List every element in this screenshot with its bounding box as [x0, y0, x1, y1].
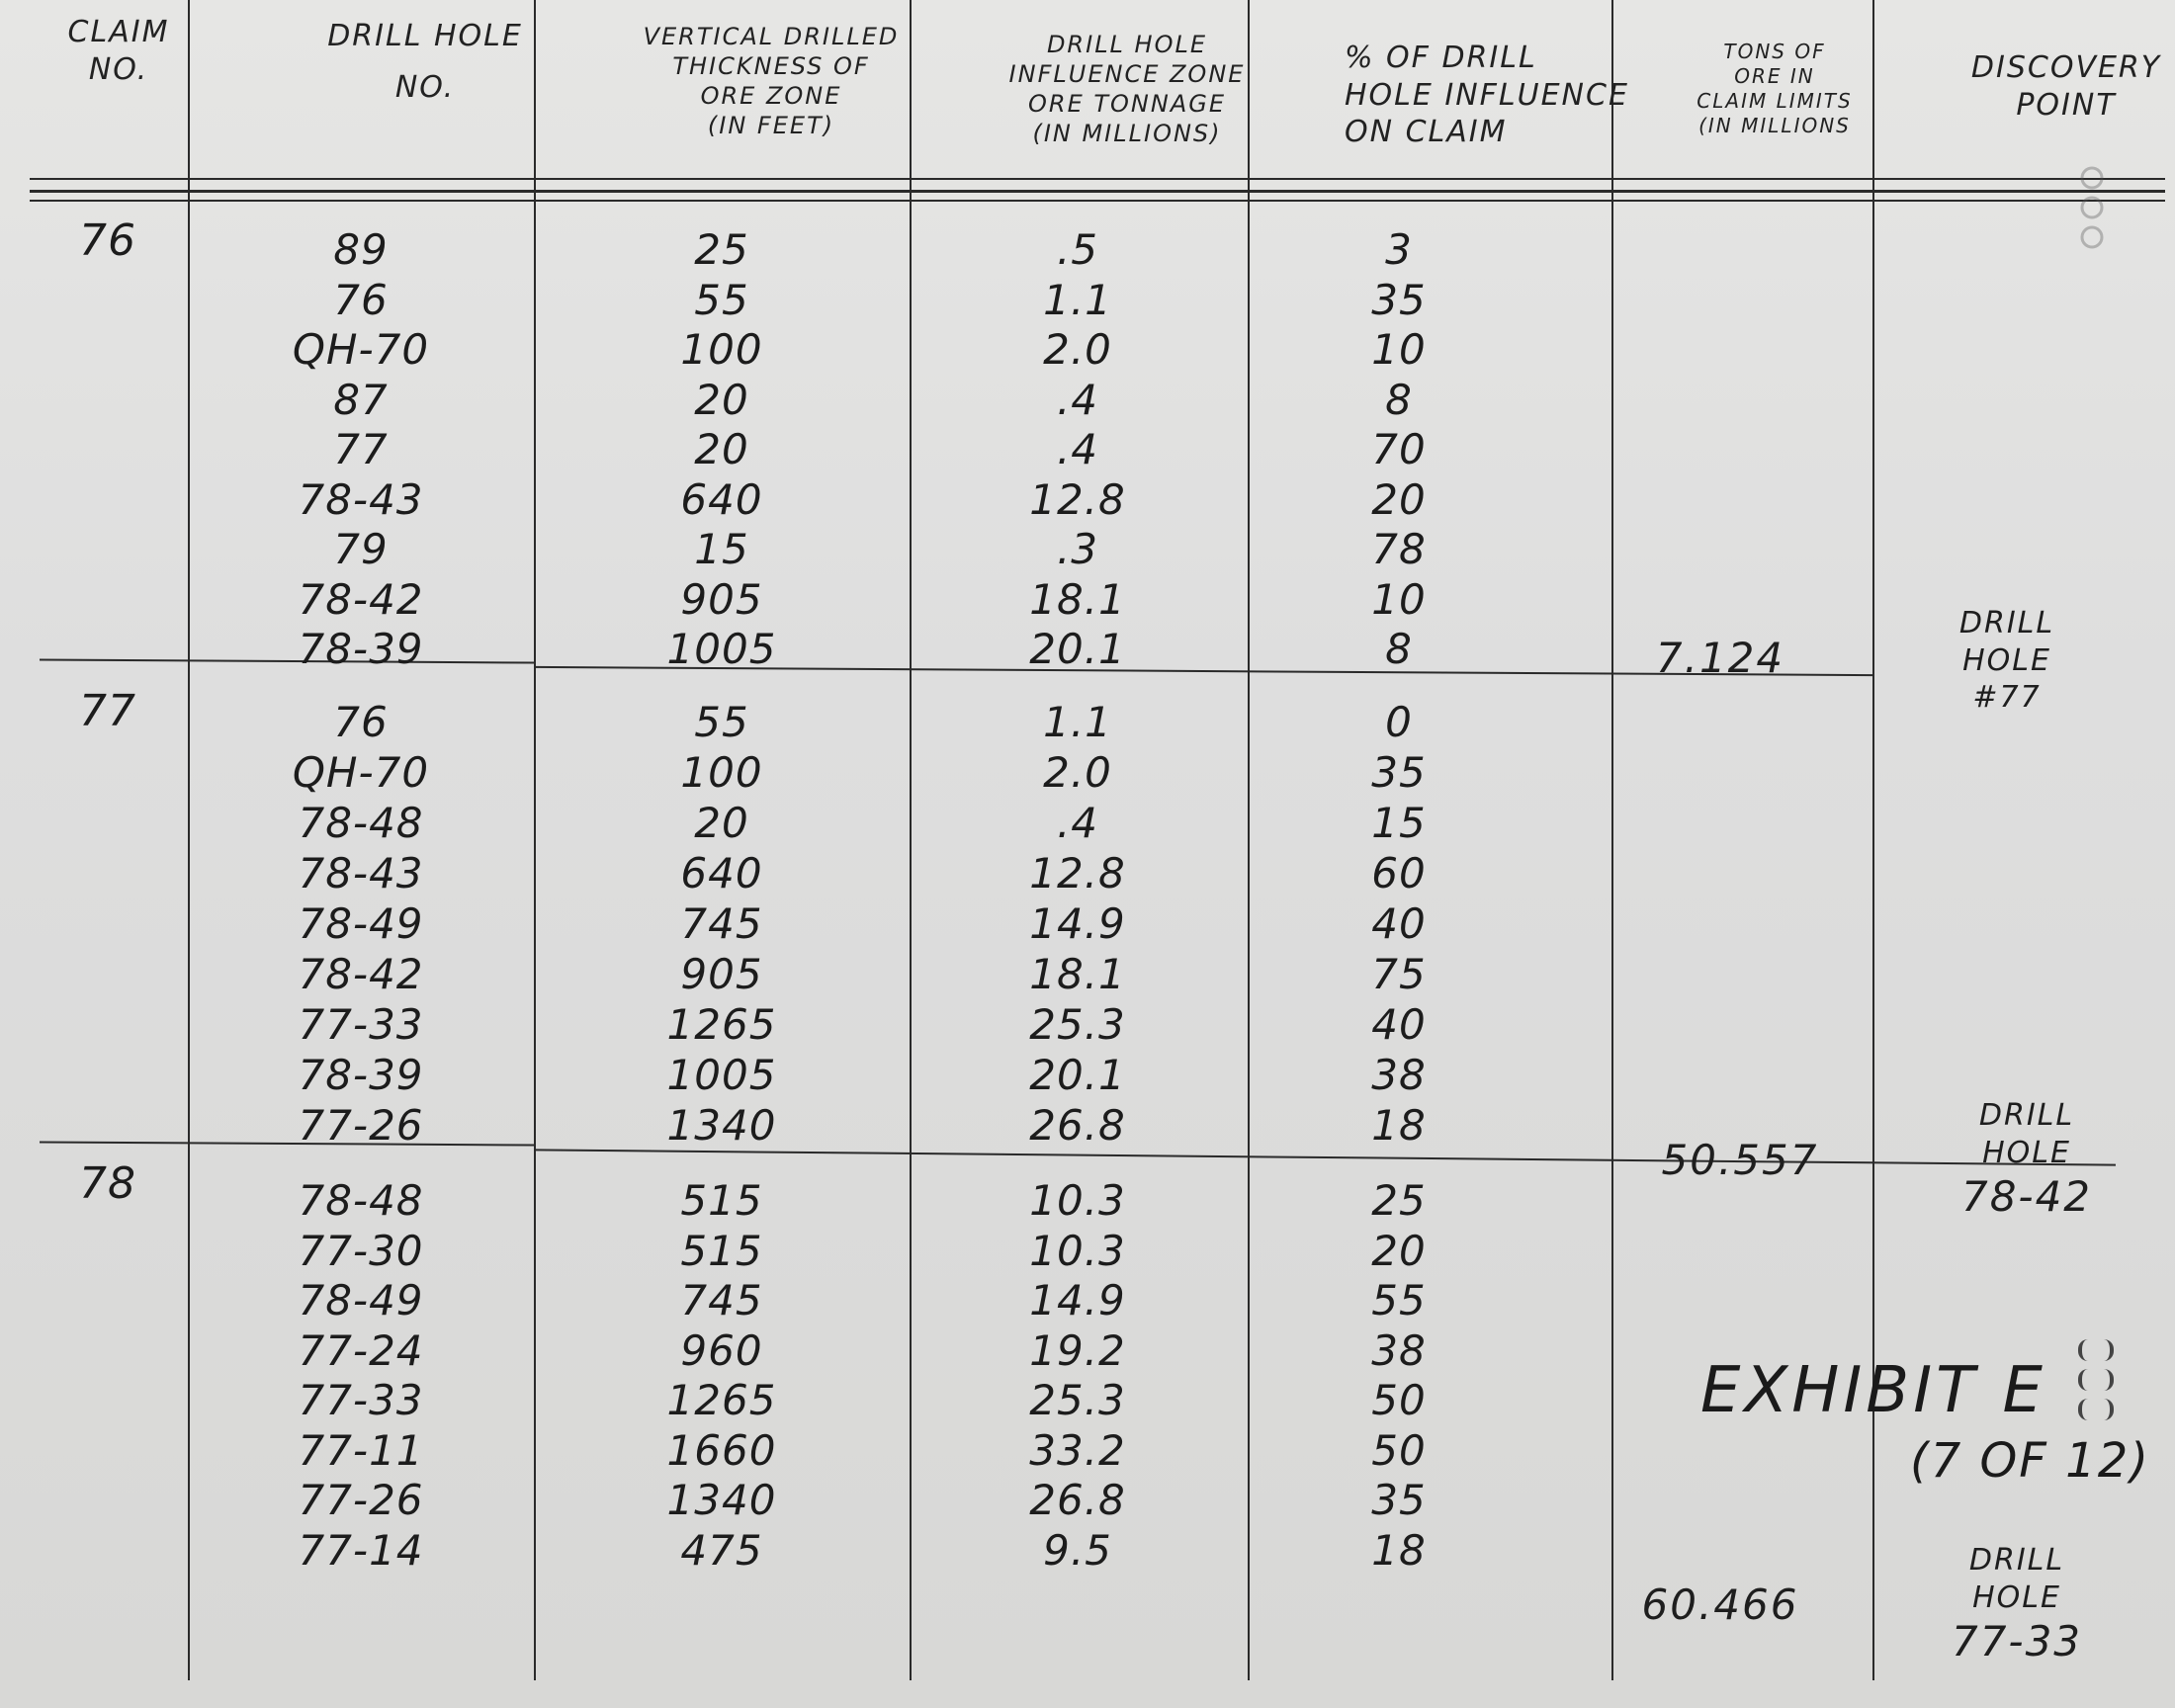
ore-thickness: 20	[694, 425, 749, 473]
discovery-point: DRILL HOLE #77	[1958, 606, 2055, 715]
column-rule	[1872, 0, 1874, 1680]
influence-percent: 35	[1371, 748, 1427, 797]
influence-percent: 0	[1385, 698, 1413, 746]
section-rule	[40, 1141, 534, 1146]
drill-hole-number: 87	[333, 375, 389, 424]
ore-thickness: 15	[694, 525, 749, 573]
section-rule	[40, 658, 534, 663]
drill-hole-number: 77-26	[298, 1101, 424, 1150]
drill-hole-number: 77-26	[298, 1476, 424, 1524]
ore-thickness: 25	[694, 225, 749, 274]
influence-percent: 60	[1371, 849, 1427, 897]
influence-tonnage: .5	[1056, 225, 1099, 274]
drill-hole-number: 78-48	[298, 799, 424, 847]
claim-tons-total: 50.557	[1661, 1136, 1819, 1184]
header-claim-no: CLAIM NO.	[67, 15, 170, 87]
drill-hole-number: 77	[333, 425, 389, 473]
ore-thickness: 745	[680, 899, 763, 948]
ore-thickness: 960	[680, 1325, 763, 1375]
drill-hole-number: 79	[333, 525, 389, 573]
ore-thickness: 1265	[666, 1376, 777, 1424]
punch-mark	[2078, 1339, 2114, 1361]
influence-percent: 3	[1385, 225, 1413, 274]
drill-hole-number: QH-70	[292, 748, 430, 797]
ore-thickness: 1005	[666, 625, 777, 673]
drill-hole-number: 76	[333, 275, 389, 324]
influence-percent: 38	[1371, 1325, 1427, 1375]
ore-thickness: 100	[680, 325, 763, 374]
influence-percent: 35	[1371, 275, 1427, 324]
influence-tonnage: 20.1	[1029, 1051, 1126, 1099]
influence-tonnage: 26.8	[1029, 1476, 1126, 1524]
header-tons: TONS OF ORE IN CLAIM LIMITS (IN MILLIONS	[1696, 40, 1853, 137]
drill-hole-number: 78-39	[298, 1051, 424, 1099]
drill-hole-number: 78-49	[298, 899, 424, 948]
drill-hole-number: 76	[333, 698, 389, 746]
influence-tonnage: 2.0	[1043, 325, 1112, 374]
header-percent: % OF DRILL HOLE INFLUENCE ON CLAIM	[1345, 41, 1629, 149]
header-rule	[30, 190, 2165, 193]
claim-tons-total: 60.466	[1641, 1580, 1799, 1629]
exhibit-label: EXHIBIT E	[1700, 1354, 2046, 1427]
column-rule	[1248, 0, 1250, 1680]
influence-tonnage: 14.9	[1029, 899, 1126, 948]
section-rule	[534, 1149, 2116, 1165]
ore-thickness: 55	[694, 275, 749, 324]
column-rule	[534, 0, 536, 1680]
header-rule	[30, 200, 2165, 202]
influence-tonnage: 10.3	[1029, 1176, 1126, 1225]
discovery-point: DRILL HOLE 78-42	[1960, 1098, 2093, 1221]
ore-thickness: 640	[680, 849, 763, 897]
claim-number: 76	[79, 215, 136, 266]
influence-tonnage: 2.0	[1043, 748, 1112, 797]
influence-percent: 50	[1371, 1376, 1427, 1424]
influence-tonnage: 25.3	[1029, 1000, 1126, 1049]
header-rule	[30, 178, 2165, 180]
drill-hole-number: 78-48	[298, 1176, 424, 1225]
drill-hole-number: 89	[333, 225, 389, 274]
influence-percent: 50	[1371, 1425, 1427, 1475]
ore-thickness: 20	[694, 375, 749, 424]
influence-tonnage: 33.2	[1029, 1425, 1126, 1475]
influence-percent: 40	[1371, 899, 1427, 948]
drill-hole-number: 77-24	[298, 1325, 424, 1375]
influence-tonnage: 12.8	[1029, 849, 1126, 897]
influence-percent: 10	[1371, 325, 1427, 374]
punch-mark	[2078, 1399, 2114, 1420]
influence-percent: 35	[1371, 1476, 1427, 1524]
ore-thickness: 20	[694, 799, 749, 847]
influence-percent: 20	[1371, 474, 1427, 524]
bates-mark	[2072, 119, 2112, 316]
claim-tons-total: 7.124	[1655, 634, 1785, 682]
ore-thickness: 905	[680, 950, 763, 998]
influence-percent: 75	[1371, 950, 1427, 998]
influence-tonnage: 1.1	[1043, 698, 1112, 746]
influence-percent: 25	[1371, 1176, 1427, 1225]
claim-number: 77	[79, 686, 136, 736]
ore-thickness: 905	[680, 574, 763, 624]
drill-hole-number: 77-14	[298, 1525, 424, 1575]
drill-hole-number: 77-11	[298, 1425, 424, 1475]
influence-tonnage: .4	[1056, 375, 1099, 424]
influence-tonnage: 14.9	[1029, 1276, 1126, 1324]
influence-percent: 78	[1371, 525, 1427, 573]
influence-tonnage: 1.1	[1043, 275, 1112, 324]
influence-percent: 40	[1371, 1000, 1427, 1049]
ore-thickness: 1005	[666, 1051, 777, 1099]
influence-tonnage: .3	[1056, 525, 1099, 573]
drill-hole-number: 78-43	[298, 849, 424, 897]
ore-thickness: 515	[680, 1226, 763, 1275]
drill-hole-number: QH-70	[292, 325, 430, 374]
claim-number: 78	[79, 1158, 136, 1209]
influence-percent: 18	[1371, 1101, 1427, 1150]
drill-hole-number: 77-33	[298, 1376, 424, 1424]
header-thickness: VERTICAL DRILLED THICKNESS OF ORE ZONE (IN FEET)	[643, 23, 900, 139]
influence-tonnage: 19.2	[1029, 1325, 1126, 1375]
influence-tonnage: 12.8	[1029, 474, 1126, 524]
influence-tonnage: 18.1	[1029, 574, 1126, 624]
ore-thickness: 1660	[666, 1425, 777, 1475]
drill-hole-number: 78-49	[298, 1276, 424, 1324]
influence-tonnage: 10.3	[1029, 1226, 1126, 1275]
influence-tonnage: 20.1	[1029, 625, 1126, 673]
influence-tonnage: .4	[1056, 425, 1099, 473]
ore-thickness: 640	[680, 474, 763, 524]
drill-hole-number: 77-30	[298, 1226, 424, 1275]
drill-hole-number: 78-42	[298, 950, 424, 998]
column-rule	[188, 0, 190, 1680]
ore-thickness: 100	[680, 748, 763, 797]
influence-percent: 8	[1385, 625, 1413, 673]
influence-percent: 38	[1371, 1051, 1427, 1099]
drill-hole-number: 78-39	[298, 625, 424, 673]
influence-tonnage: .4	[1056, 799, 1099, 847]
influence-percent: 8	[1385, 375, 1413, 424]
influence-tonnage: 26.8	[1029, 1101, 1126, 1150]
influence-percent: 15	[1371, 799, 1427, 847]
ore-thickness: 55	[694, 698, 749, 746]
punch-mark	[2078, 1369, 2114, 1391]
header-tonnage: DRILL HOLE INFLUENCE ZONE ORE TONNAGE (IN MILLIONS)	[1008, 31, 1246, 147]
column-rule	[910, 0, 912, 1680]
drill-hole-number: 78-43	[298, 474, 424, 524]
influence-percent: 10	[1371, 574, 1427, 624]
influence-percent: 70	[1371, 425, 1427, 473]
influence-percent: 18	[1371, 1525, 1427, 1575]
drill-hole-number: 78-42	[298, 574, 424, 624]
influence-tonnage: 18.1	[1029, 950, 1126, 998]
ore-thickness: 515	[680, 1176, 763, 1225]
influence-percent: 55	[1371, 1276, 1427, 1324]
column-rule	[1611, 0, 1613, 1680]
influence-tonnage: 25.3	[1029, 1376, 1126, 1424]
ore-thickness: 1340	[666, 1101, 777, 1150]
ore-thickness: 745	[680, 1276, 763, 1324]
ore-thickness: 1340	[666, 1476, 777, 1524]
discovery-point: DRILL HOLE 77-33	[1951, 1543, 2083, 1665]
exhibit-page-number: (7 OF 12)	[1910, 1433, 2150, 1489]
header-drill-hole-no: DRILL HOLE NO.	[327, 19, 523, 105]
influence-tonnage: 9.5	[1043, 1525, 1112, 1575]
ore-thickness: 475	[680, 1525, 763, 1575]
header-discovery: DISCOVERY POINT	[1970, 50, 2162, 123]
drill-hole-number: 77-33	[298, 1000, 424, 1049]
ore-thickness: 1265	[666, 1000, 777, 1049]
influence-percent: 20	[1371, 1226, 1427, 1275]
